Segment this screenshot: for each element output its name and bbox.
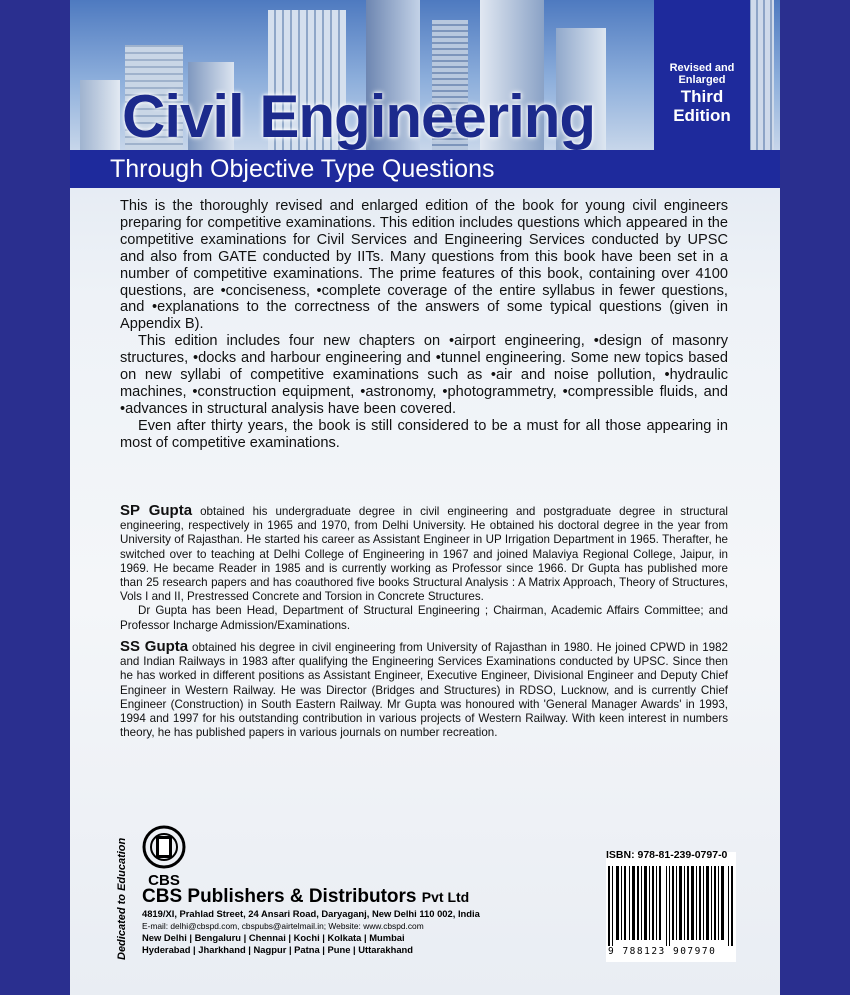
book-subtitle: Through Objective Type Questions: [110, 155, 495, 183]
subtitle-band: [70, 150, 780, 188]
edition-number: Third Edition: [673, 87, 731, 125]
book-title: Civil Engineering: [122, 83, 596, 150]
edition-badge: [654, 0, 750, 150]
book-back-cover: [70, 0, 780, 995]
publisher-address: 4819/XI, Prahlad Street, 24 Ansari Road, Daryaganj, New Delhi 110 002, India: [142, 908, 480, 919]
publisher-cities: New Delhi | Bengaluru | Chennai | Kochi | Kolkata | Mumbai: [142, 932, 405, 943]
building: [80, 80, 120, 150]
logo-wordmark: CBS: [148, 872, 180, 889]
author-name: SP Gupta: [120, 502, 193, 519]
publisher-suffix: Pvt Ltd: [421, 889, 470, 905]
author-bio-ss-gupta: [120, 640, 728, 740]
book-description: [120, 198, 728, 452]
publisher-contact: E-mail: delhi@cbspd.com, cbspubs@airtelmail.in; Website: www.cbspd.com: [142, 921, 424, 931]
isbn-box: [606, 849, 736, 962]
publisher-name: CBS Publishers & Distributors: [142, 886, 417, 907]
author-bio-sp-gupta: [120, 504, 728, 633]
description-paragraph: Even after thirty years, the book is still considered to be a must for all those appearing in most of competitive examinations.: [120, 417, 728, 451]
publisher-cities: Hyderabad | Jharkhand | Nagpur | Patna | Pune | Uttarakhand: [142, 944, 413, 955]
author-bio: obtained his undergraduate degree in civil engineering and postgraduate degree in structural engineering, respectively in 1965 and 1970, from Delhi University. He obtained his doctoral degree in the year from University of Rajasthan. He started his career as Assistant Engineer in UP Irrigation Department in 1965. Therafter, he switched over to teaching at Delhi College of Engineering in 1967 and joined Malaviya Regional College, Jaipur, in 1969. He became Reader in 1985 and is currently working as Professor since 1966. Dr Gupta has published more than 25 research papers and has coauthored five books Structural Analysis : A Matrix Approach, Theory of Structures, Vols I and II, Prestressed Concrete and Torsion in Concrete Structures.: [120, 505, 728, 604]
publisher-block: [142, 886, 480, 956]
isbn-label: ISBN: 978-81-239-0797-0: [606, 849, 728, 861]
barcode-icon: [608, 866, 734, 946]
edition-note: Revised and Enlarged: [669, 62, 735, 86]
author-bio-continued: Dr Gupta has been Head, Department of Structural Engineering ; Chairman, Academic Affairs Committee; and Professor Incharge Admission/Examinations.: [120, 604, 728, 632]
barcode-digits: 9 788123 907970: [608, 946, 717, 957]
description-paragraph: This is the thoroughly revised and enlarged edition of the book for young civil engineers preparing for competitive examinations. This edition includes questions which appeared in the competitive examinations for Civil Services and Engineering Services conducted by UPSC and also from GATE conducted by IITs. Many questions from this book have been set in a number of competitive examinations. The prime features of this book, containing over 4100 questions, are •conciseness, •complete coverage of the entire syllabus in fewer questions, and •explanations to the correctness of the answers of some typical questions (given in Appendix B).: [120, 198, 728, 333]
skyline-image: [70, 0, 780, 150]
publisher-name-line: [142, 886, 480, 908]
dedication-text: Dedicated to Education: [116, 837, 128, 960]
cbs-logo-icon: [142, 822, 186, 872]
author-bio: obtained his degree in civil engineering from University of Rajasthan in 1980. He joined CPWD in 1982 and Indian Railways in 1983 after qualifying the Engineering Services Examinations conducted by UPSC. Since then he has worked in different positions as Assistant Engineer, Executive Engineer, Divisional Engineer and Deputy Chief Engineer in Western Railway. He was Director (Bridges and Structures) in RDSO, Lucknow, and is currently Chief Engineer (Construction) in South Eastern Railway. Mr Gupta was honoured with 'General Manager Awards' in 1993, 1994 and 1997 for his outstanding contribution in various projects of Western Railway. With keen interest in numbers theory, he has published papers in various journals on number recreation.: [120, 641, 728, 740]
author-name: SS Gupta: [120, 638, 189, 655]
description-paragraph: This edition includes four new chapters on •airport engineering, •design of masonry structures, •docks and harbour engineering and •tunnel engineering. Some new topics based on new syllabi of competitive examinations such as •air and noise pollution, •hydraulic machines, •construction equipment, •astronomy, •photogrammetry, •compressible fluids, and •advances in structural analysis have been covered.: [120, 333, 728, 417]
